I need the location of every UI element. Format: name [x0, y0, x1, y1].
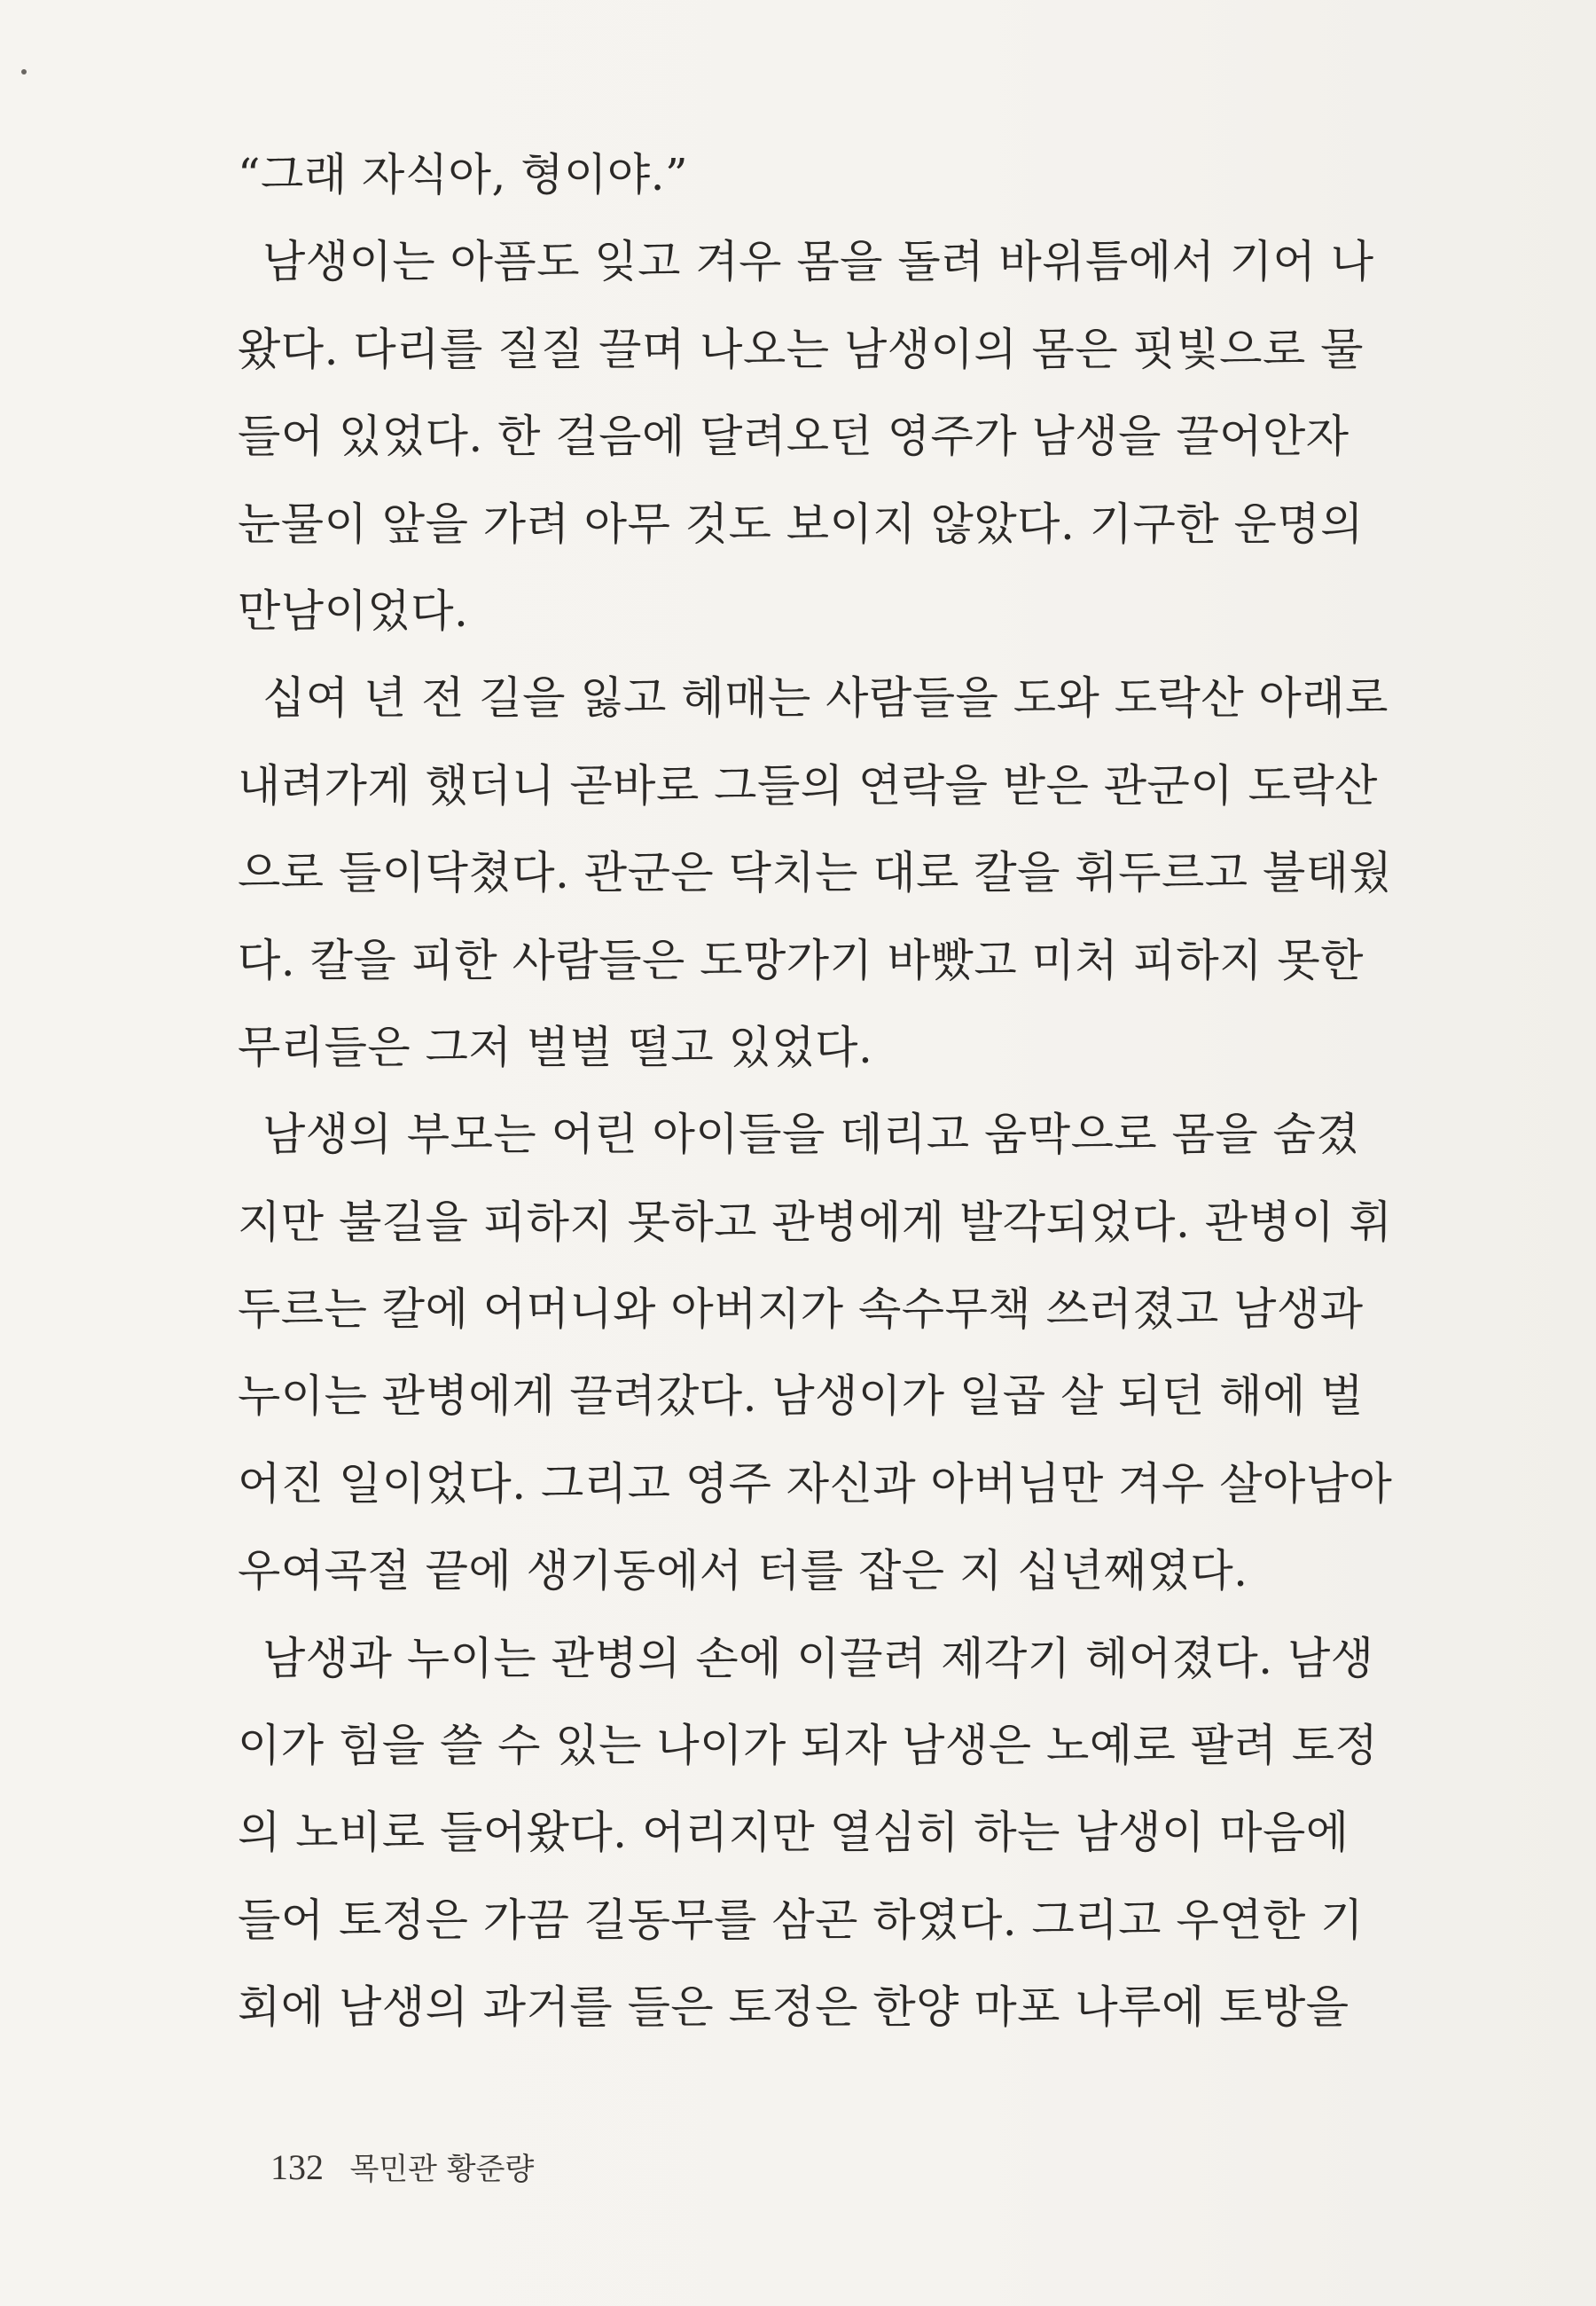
text-line: 눈물이 앞을 가려 아무 것도 보이지 않았다. 기구한 운명의 — [238, 498, 1364, 550]
text-line: 만남이었다. — [238, 584, 469, 637]
running-title: 목민관 황준량 — [349, 2152, 535, 2187]
text-line: 다. 칼을 피한 사람들은 도망가기 바빴고 미처 피하지 못한 — [238, 934, 1364, 986]
text-line: 이가 힘을 쓸 수 있는 나이가 되자 남생은 노예로 팔려 토정 — [238, 1720, 1379, 1772]
paper-speck — [21, 69, 27, 75]
text-line: 회에 남생의 과거를 들은 토정은 한양 마포 나루에 토방을 — [238, 1981, 1350, 2034]
text-line: 십여 년 전 길을 잃고 헤매는 사람들을 도와 도락산 아래로 — [262, 672, 1389, 725]
body-text — [238, 131, 1461, 2051]
text-line: 어진 일이었다. 그리고 영주 자신과 아버님만 겨우 살아남아 — [238, 1457, 1393, 1510]
text-line: 우여곡절 끝에 생기동에서 터를 잡은 지 십년째였다. — [238, 1545, 1248, 1597]
page-number: 132 — [270, 2147, 324, 2187]
text-line: 지만 불길을 피하지 못하고 관병에게 발각되었다. 관병이 휘 — [238, 1196, 1393, 1248]
text-line: 무리들은 그저 벌벌 떨고 있었다. — [238, 1021, 873, 1073]
text-line: 들어 토정은 가끔 길동무를 삼곤 하였다. 그리고 우연한 기 — [238, 1894, 1364, 1946]
text-line: 남생의 부모는 어린 아이들을 데리고 움막으로 몸을 숨겼 — [262, 1109, 1360, 1161]
text-line: 남생이는 아픔도 잊고 겨우 몸을 돌려 바위틈에서 기어 나 — [262, 236, 1374, 288]
text-line: 남생과 누이는 관병의 손에 이끌려 제각기 헤어졌다. 남생 — [262, 1632, 1374, 1684]
text-line: 내려가게 했더니 곧바로 그들의 연락을 받은 관군이 도락산 — [238, 759, 1378, 812]
text-line: 두르는 칼에 어머니와 아버지가 속수무책 쓰러졌고 남생과 — [238, 1283, 1364, 1336]
text-line: 왔다. 다리를 질질 끌며 나오는 남생이의 몸은 핏빛으로 물 — [238, 323, 1364, 375]
text-line: 누이는 관병에게 끌려갔다. 남생이가 일곱 살 되던 해에 벌 — [238, 1370, 1364, 1423]
text-line: 의 노비로 들어왔다. 어리지만 열심히 하는 남생이 마음에 — [238, 1807, 1350, 1859]
text-line: “그래 자식아, 형이야.” — [238, 149, 689, 200]
page-footer — [270, 2146, 534, 2191]
text-line: 들어 있었다. 한 걸음에 달려오던 영주가 남생을 끌어안자 — [238, 411, 1350, 463]
text-line: 으로 들이닥쳤다. 관군은 닥치는 대로 칼을 휘두르고 불태웠 — [238, 847, 1393, 899]
